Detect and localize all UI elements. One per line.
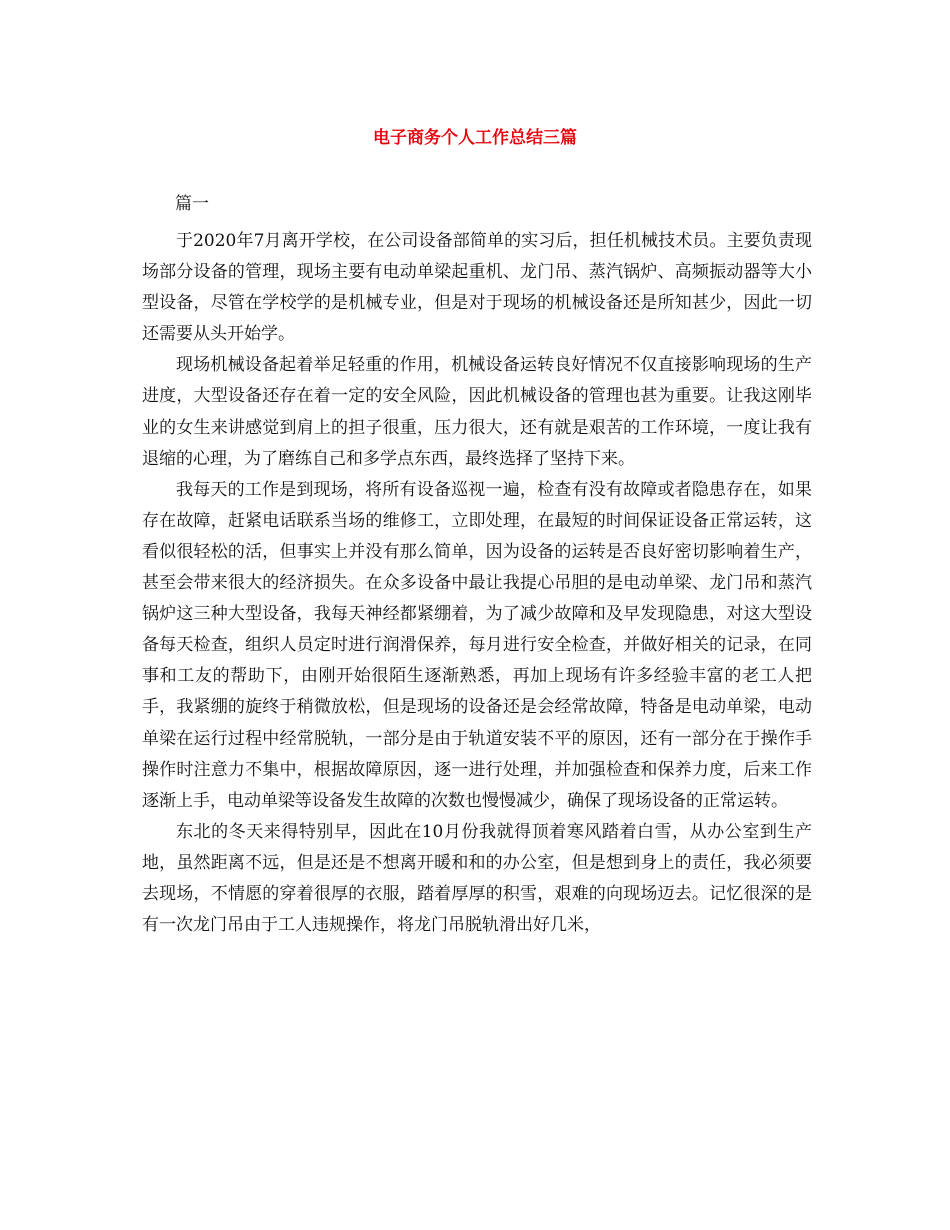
paragraph: 东北的冬天来得特别早，因此在10月份我就得顶着寒风踏着白雪，从办公室到生产地，虽然距离不远，但是还是不想离开暖和和的办公室，但是想到身上的责任，我必须要去现场，不情愿的穿着很厚的衣服，踏着厚厚的积雪，艰难的向现场迈去。记忆很深的是有一次龙门吊由于工人违规操作，将龙门吊脱轨滑出好几米，: [142, 821, 812, 936]
document-title: 电子商务个人工作总结三篇: [373, 128, 577, 148]
paragraph: 我每天的工作是到现场，将所有设备巡视一遍，检查有没有故障或者隐患存在，如果存在故障，赶紧电话联系当场的维修工，立即处理，在最短的时间保证设备正常运转，这看似很轻松的活，但事实上并没有那么简单，因为设备的运转是否良好密切影响着生产，甚至会带来很大的经济损失。在众多设备中最让我提心吊胆的是电动单梁、龙门吊和蒸汽锅炉这三种大型设备，我每天神经都紧绷着，为了减少故障和及早发现隐患，对这大型设备每天检查，组织人员定时进行润滑保养，每月进行安全检查，并做好相关的记录，在同事和工友的帮助下，由刚开始很陌生逐渐熟悉，再加上现场有许多经验丰富的老工人把手，我紧绷的旋终于稍微放松，但是现场的设备还是会经常故障，特备是电动单梁，电动单梁在运行过程中经常脱轨，一部分是由于轨道安装不平的原因，还有一部分在于操作手操作时注意力不集中，根据故障原因，逐一进行处理，并加强检查和保养力度，后来工作逐渐上手，电动单梁等设备发生故障的次数也慢慢减少，确保了现场设备的正常运转。: [142, 479, 812, 811]
document-body: [142, 226, 812, 941]
paragraph: 于2020年7月离开学校，在公司设备部简单的实习后，担任机械技术员。主要负责现场部分设备的管理，现场主要有电动单梁起重机、龙门吊、蒸汽锅炉、高频振动器等大小型设备，尽管在学校学的是机械专业，但是对于现场的机械设备还是所知甚少，因此一切还需要从头开始学。: [142, 231, 812, 345]
paragraph: 现场机械设备起着举足轻重的作用，机械设备运转良好情况不仅直接影响现场的生产进度，大型设备还存在着一定的安全风险，因此机械设备的管理也甚为重要。让我这刚毕业的女生来讲感觉到肩上的担子很重，压力很大，还有就是艰苦的工作环境，一度让我有退缩的心理，为了磨练自己和多学点东西，最终选择了坚持下来。: [142, 355, 812, 469]
section-label: 篇一: [175, 194, 209, 214]
